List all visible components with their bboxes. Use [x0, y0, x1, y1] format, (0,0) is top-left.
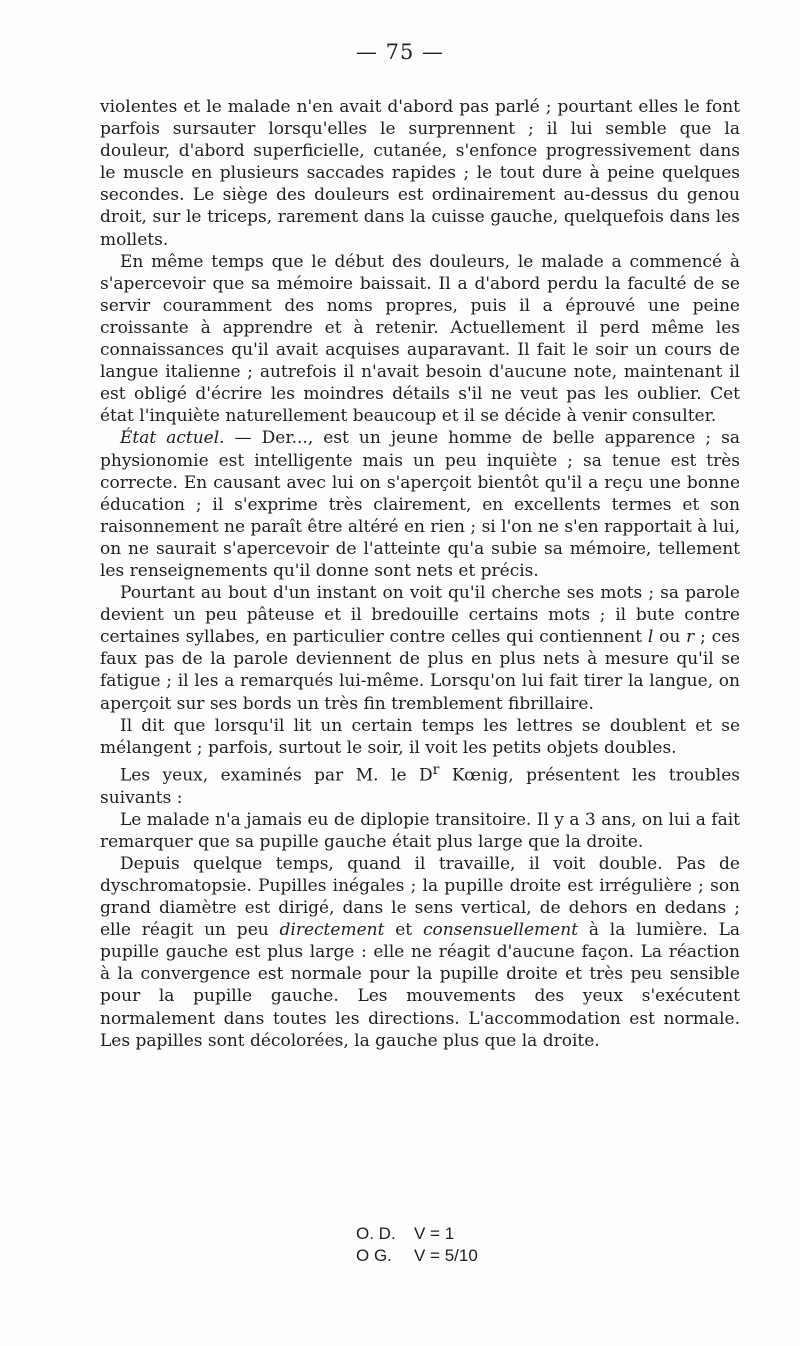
italic-directement: directement [279, 920, 385, 941]
paragraph-7 [100, 809, 740, 853]
body-text [100, 96, 740, 1052]
doctor-abbrev-sup: r [432, 761, 440, 778]
page-number: — 75 — [355, 40, 445, 64]
paragraph-1 [100, 96, 740, 251]
paragraph-4-text-c: ; ces faux pas de la parole deviennent de plus en plus nets à mesure qu'il se fatigue ; il les a remarqués lui-même. Lorsqu'on lui fait tirer la langue, on aperçoit sur ses bords un très fin tremblement fibrillaire. [100, 627, 740, 714]
paragraph-7-text: Le malade n'a jamais eu de diplopie transitoire. Il y a 3 ans, on lui a fait remarquer que sa pupille gauche était plus large que la droite. [100, 809, 740, 852]
paragraph-4-text-a: Pourtant au bout d'un instant on voit qu'il cherche ses mots ; sa parole devient un peu pâteuse et il bredouille certains mots ; il bute contre certaines syllabes, en particulier contre celles qui contiennent [100, 583, 740, 648]
paragraph-3 [100, 427, 740, 582]
letter-l: l [647, 627, 654, 648]
paragraph-1-text: violentes et le malade n'en avait d'abord pas parlé ; pourtant elles le font parfois sursauter lorsqu'elles le surprennent ; il lui semble que la douleur, d'abord superficielle, cutanée, s'enfonce progressivement dans le muscle en plusieurs saccades rapides ; le tout dure à peine quelques secondes. Le siège des douleurs est ordinairement au-dessus du genou droit, sur le triceps, rarement dans la cuisse gauche, quelquefois dans les mollets. [100, 97, 740, 250]
acuity-value: V = 1 [414, 1224, 455, 1243]
acuity-row-right-eye [356, 1223, 478, 1245]
eye-label: O. D. [356, 1224, 396, 1243]
paragraph-5 [100, 715, 740, 759]
paragraph-8-text-b: et [384, 920, 423, 941]
paragraph-8-text-c: à la lumière. La pupille gauche est plus large : elle ne réagit d'aucune façon. La réaction à la convergence est normale pour la pupille droite et très peu sensible pour la pupille gauche. Les mouvements des yeux s'exécutent normalement dans toutes les directions. L'accommodation est normale. Les papilles sont décolorées, la gauche plus que la droite. [100, 920, 741, 1051]
paragraph-8 [100, 853, 740, 1052]
paragraph-5-text: Il dit que lorsqu'il lit un certain temps les lettres se doublent et se mélangent ; parfois, surtout le soir, il voit les petits objets doubles. [100, 715, 740, 758]
paragraph-3-text: — Der..., est un jeune homme de belle apparence ; sa physionomie est intelligente mais un peu inquiète ; sa tenue est très correcte. En causant avec lui on s'aperçoit bientôt qu'il a reçu une bonne éducation ; il s'exprime très clairement, en excellents termes et son raisonnement ne paraît être altéré en rien ; si l'on ne s'en rapportait à lui, on ne saurait s'apercevoir de l'atteinte qu'a subie sa mémoire, tellement les renseignements qu'il donne sont nets et précis. [100, 428, 740, 581]
paragraph-4 [100, 582, 740, 715]
eye-label: O G. [356, 1246, 392, 1265]
visual-acuity-table [356, 1223, 478, 1267]
paragraph-4-text-b: ou [653, 627, 687, 648]
acuity-value: V = 5/10 [414, 1246, 478, 1265]
paragraph-8-text-a: Depuis quelque temps, quand il travaille, il voit double. Pas de dyschromatopsie. Pupilles inégales ; la pupille droite est irrégulière ; son grand diamètre est dirigé, dans le sens vertical, de dehors en dedans ; elle réagit un peu [100, 853, 740, 941]
paragraph-6-text-b: Kœnig, présentent les troubles suivants : [100, 765, 740, 808]
paragraph-6-text-a: Les yeux, examinés par M. le D [120, 765, 433, 786]
section-heading-etat-actuel: État actuel. [120, 428, 225, 449]
italic-consensuellement: consensuellement [422, 920, 579, 941]
paragraph-2-text: En même temps que le début des douleurs, le malade a commencé à s'apercevoir que sa mémoire baissait. Il a d'abord perdu la faculté de se servir couramment des noms propres, puis il a éprouvé une peine croissante à apprendre et à retenir. Actuellement il perd même les connaissances qu'il avait acquises auparavant. Il fait le soir un cours de langue italienne ; autrefois il n'avait besoin d'aucune note, maintenant il est obligé d'écrire les moindres détails s'il ne veut pas les oublier. Cet état l'inquiète naturellement beaucoup et il se décide à venir consulter. [100, 251, 740, 427]
acuity-row-left-eye [356, 1245, 478, 1267]
paragraph-6 [100, 759, 740, 809]
paragraph-2 [100, 251, 740, 428]
letter-r: r [686, 627, 695, 648]
